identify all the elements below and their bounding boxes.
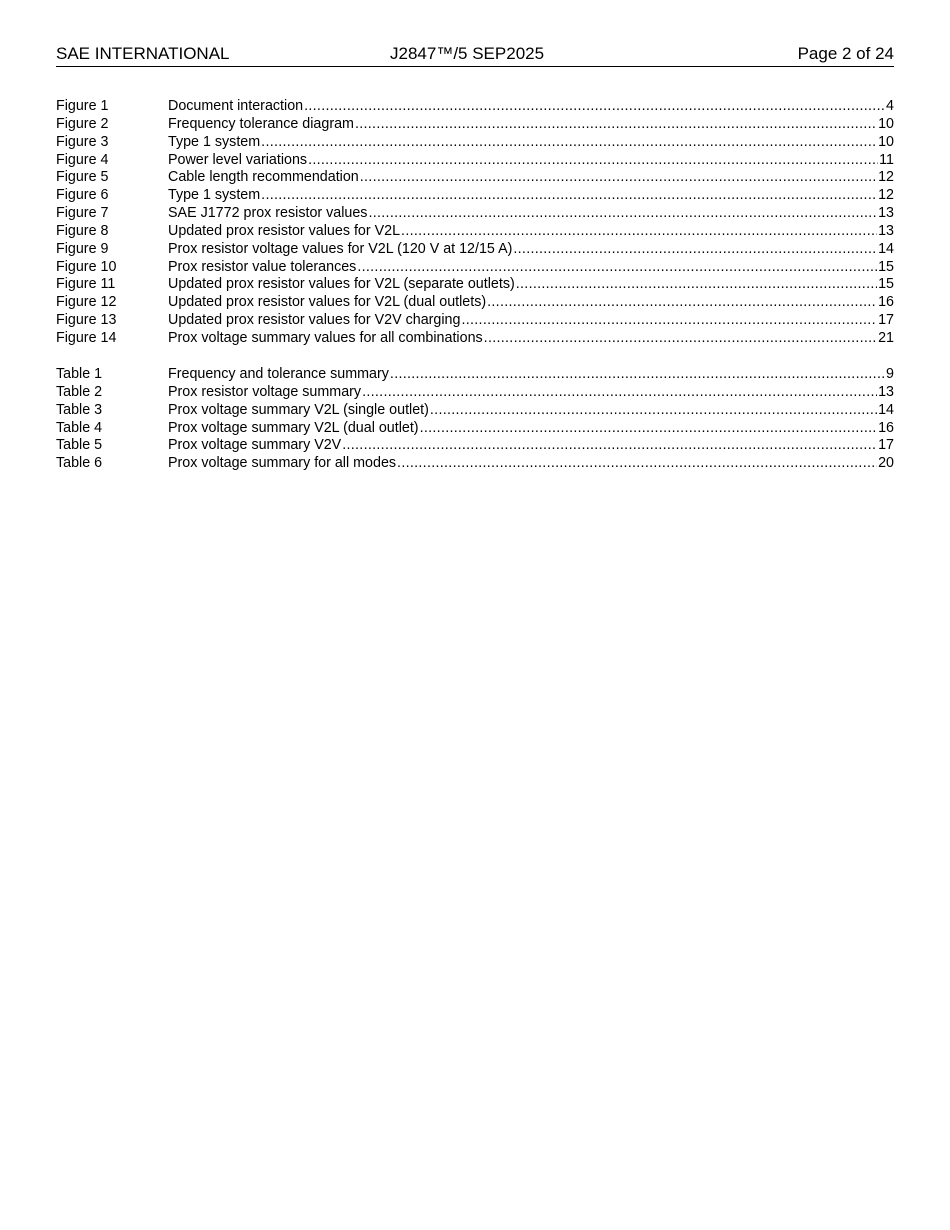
dot-leader — [401, 223, 877, 241]
page-header — [56, 44, 894, 67]
entry-label: Figure 4 — [56, 151, 109, 168]
entry-title[interactable]: Prox voltage summary for all modes — [168, 455, 397, 472]
figure-entry[interactable] — [56, 205, 894, 223]
entry-title[interactable]: SAE J1772 prox resistor values — [168, 205, 368, 222]
entry-page-number[interactable]: 15 — [878, 258, 894, 275]
entry-label: Figure 14 — [56, 329, 117, 346]
entry-line — [168, 98, 894, 116]
entry-line — [168, 134, 894, 152]
figure-entry[interactable] — [56, 187, 894, 205]
entry-title[interactable]: Prox resistor voltage values for V2L (120 V at 12/15 A) — [168, 240, 513, 257]
entry-line — [168, 294, 894, 312]
dot-leader — [390, 366, 885, 384]
entry-title[interactable]: Updated prox resistor values for V2L (separate outlets) — [168, 276, 515, 293]
entry-title[interactable]: Prox voltage summary V2L (dual outlet) — [168, 419, 419, 436]
dot-leader — [420, 420, 878, 438]
table-entry[interactable] — [56, 437, 894, 455]
figure-entry[interactable] — [56, 152, 894, 170]
table-entry[interactable] — [56, 420, 894, 438]
entry-line — [168, 223, 894, 241]
figure-entry[interactable] — [56, 241, 894, 259]
entry-title[interactable]: Prox resistor voltage summary — [168, 383, 362, 400]
entry-line — [168, 259, 894, 277]
entry-title[interactable]: Updated prox resistor values for V2L (dual outlets) — [168, 294, 487, 311]
entry-title[interactable]: Frequency and tolerance summary — [168, 366, 389, 382]
entry-title[interactable]: Frequency tolerance diagram — [168, 115, 354, 132]
entry-line — [168, 455, 894, 473]
list-of-tables — [56, 366, 894, 473]
dot-leader — [461, 312, 877, 330]
entry-page-number[interactable]: 17 — [878, 312, 894, 329]
entry-page-number[interactable]: 21 — [878, 329, 894, 346]
entry-page-number[interactable]: 13 — [878, 222, 894, 239]
entry-page-number[interactable]: 9 — [886, 366, 894, 382]
entry-page-number[interactable]: 11 — [879, 151, 894, 168]
entry-line — [168, 312, 894, 330]
figure-entry[interactable] — [56, 223, 894, 241]
entry-line — [168, 205, 894, 223]
entry-label: Figure 8 — [56, 222, 109, 239]
entry-label: Figure 1 — [56, 98, 109, 114]
entry-label: Figure 9 — [56, 240, 109, 257]
entry-label: Figure 2 — [56, 115, 109, 132]
entry-page-number[interactable]: 12 — [878, 169, 894, 186]
figure-entry[interactable] — [56, 259, 894, 277]
dot-leader — [261, 187, 877, 205]
entry-line — [168, 384, 894, 402]
entry-page-number[interactable]: 10 — [878, 133, 894, 150]
entry-page-number[interactable]: 17 — [878, 437, 894, 454]
entry-label: Figure 12 — [56, 294, 117, 311]
dot-leader — [357, 259, 877, 277]
entry-page-number[interactable]: 16 — [878, 294, 894, 311]
entry-page-number[interactable]: 10 — [878, 115, 894, 132]
dot-leader — [516, 276, 877, 294]
entry-line — [168, 330, 894, 348]
entry-label: Table 1 — [56, 366, 103, 382]
entry-line — [168, 420, 894, 438]
entry-label: Figure 6 — [56, 187, 109, 204]
figure-entry[interactable] — [56, 294, 894, 312]
entry-title[interactable]: Cable length recommendation — [168, 169, 359, 186]
dot-leader — [304, 98, 885, 116]
dot-leader — [360, 169, 877, 187]
entry-line — [168, 402, 894, 420]
entry-title[interactable]: Updated prox resistor values for V2L — [168, 222, 401, 239]
entry-label: Table 2 — [56, 383, 103, 400]
figure-entry[interactable] — [56, 330, 894, 348]
header-page-number: Page 2 of 24 — [797, 44, 894, 63]
entry-line — [168, 366, 894, 384]
entry-page-number[interactable]: 14 — [878, 401, 894, 418]
dot-leader — [308, 152, 878, 170]
figure-entry[interactable] — [56, 312, 894, 330]
entry-title[interactable]: Type 1 system — [168, 187, 261, 204]
dot-leader — [261, 134, 877, 152]
entry-line — [168, 187, 894, 205]
list-of-figures — [56, 98, 894, 348]
entry-title[interactable]: Type 1 system — [168, 133, 261, 150]
entry-label: Figure 5 — [56, 169, 109, 186]
dot-leader — [487, 294, 877, 312]
entry-page-number[interactable]: 15 — [878, 276, 894, 293]
dot-leader — [362, 384, 877, 402]
entry-label: Figure 13 — [56, 312, 117, 329]
entry-line — [168, 152, 894, 170]
table-entry[interactable] — [56, 384, 894, 402]
entry-page-number[interactable]: 14 — [878, 240, 894, 257]
figure-entry[interactable] — [56, 134, 894, 152]
entry-label: Table 6 — [56, 455, 103, 472]
entry-title[interactable]: Updated prox resistor values for V2V charging — [168, 312, 461, 329]
entry-label: Table 4 — [56, 419, 103, 436]
entry-page-number[interactable]: 20 — [878, 455, 894, 472]
entry-label: Figure 7 — [56, 205, 109, 222]
entry-line — [168, 241, 894, 259]
table-entry[interactable] — [56, 366, 894, 384]
dot-leader — [397, 455, 877, 473]
entry-label: Figure 3 — [56, 133, 109, 150]
entry-page-number[interactable]: 13 — [878, 383, 894, 400]
dot-leader — [342, 437, 877, 455]
entry-label: Table 5 — [56, 437, 103, 454]
entry-title[interactable]: Prox voltage summary V2V — [168, 437, 342, 454]
entry-label: Figure 10 — [56, 258, 117, 275]
figure-entry[interactable] — [56, 98, 894, 116]
figure-entry[interactable] — [56, 116, 894, 134]
entry-line — [168, 116, 894, 134]
table-entry[interactable] — [56, 455, 894, 473]
entry-title[interactable]: Prox voltage summary values for all combinations — [168, 329, 483, 346]
entry-line — [168, 437, 894, 455]
entry-label: Figure 11 — [56, 276, 116, 293]
entry-page-number[interactable]: 4 — [886, 98, 894, 114]
header-organization: SAE INTERNATIONAL — [56, 44, 230, 63]
header-document-id: J2847™/5 SEP2025 — [390, 44, 545, 63]
dot-leader — [368, 205, 877, 223]
dot-leader — [513, 241, 877, 259]
entry-page-number[interactable]: 13 — [878, 205, 894, 222]
dot-leader — [355, 116, 877, 134]
figure-entry[interactable] — [56, 169, 894, 187]
dot-leader — [484, 330, 877, 348]
table-entry[interactable] — [56, 402, 894, 420]
entry-title[interactable]: Power level variations — [168, 151, 308, 168]
entry-title[interactable]: Prox resistor value tolerances — [168, 258, 357, 275]
entry-line — [168, 276, 894, 294]
entry-label: Table 3 — [56, 401, 103, 418]
entry-title[interactable]: Prox voltage summary V2L (single outlet) — [168, 401, 429, 418]
entry-title[interactable]: Document interaction — [168, 98, 304, 114]
figure-entry[interactable] — [56, 276, 894, 294]
entry-page-number[interactable]: 16 — [878, 419, 894, 436]
entry-page-number[interactable]: 12 — [878, 187, 894, 204]
entry-line — [168, 169, 894, 187]
dot-leader — [430, 402, 877, 420]
